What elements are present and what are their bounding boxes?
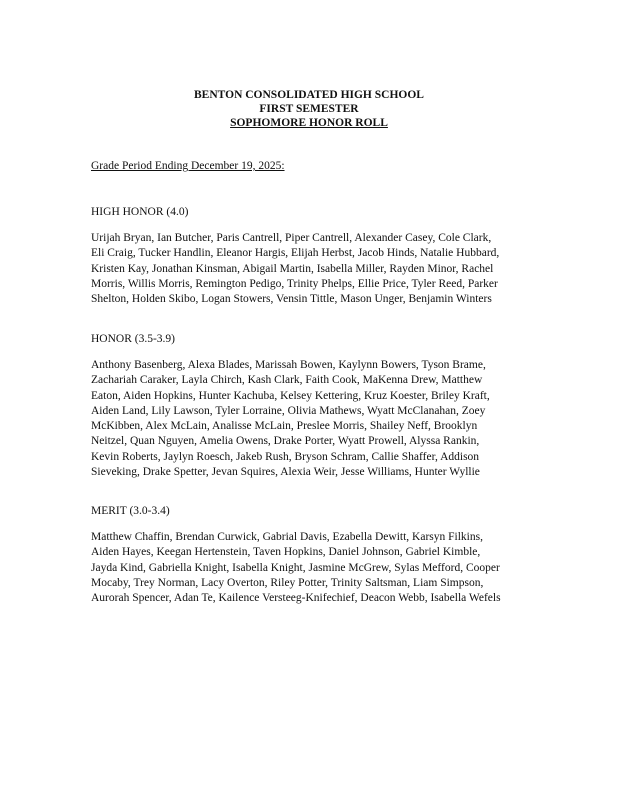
name-line: Eli Craig, Tucker Handlin, Eleanor Hargis, Elijah Herbst, Jacob Hinds, Natalie Hubbard, (91, 247, 500, 260)
name-line: Anthony Basenberg, Alexa Blades, Marissah Bowen, Kaylynn Bowers, Tyson Brame, (91, 359, 486, 371)
school-name: BENTON CONSOLIDATED HIGH SCHOOL (194, 89, 424, 101)
name-line: Matthew Chaffin, Brendan Curwick, Gabrial Davis, Ezabella Dewitt, Karsyn Filkins, (91, 531, 483, 543)
honor-names (91, 358, 531, 480)
document-title: SOPHOMORE HONOR ROLL (230, 117, 388, 129)
merit-names (91, 530, 531, 606)
honor-heading: HONOR (3.5-3.9) (91, 333, 176, 345)
name-line: Aiden Hayes, Keegan Hertenstein, Taven Hopkins, Daniel Johnson, Gabriel Kimble, (91, 546, 481, 559)
document-header (0, 88, 618, 130)
name-line: Sieveking, Drake Spetter, Jevan Squires, Alexia Weir, Jesse Williams, Hunter Wyllie (91, 466, 480, 479)
grade-period: Grade Period Ending December 19, 2025: (91, 160, 285, 172)
name-line: Zachariah Caraker, Layla Chirch, Kash Clark, Faith Cook, MaKenna Drew, Matthew (91, 374, 483, 387)
high-honor-heading: HIGH HONOR (4.0) (91, 206, 189, 218)
semester-label: FIRST SEMESTER (259, 103, 359, 115)
name-line: Eaton, Aiden Hopkins, Hunter Kachuba, Kelsey Kettering, Kruz Koester, Briley Kraft, (91, 389, 490, 402)
name-line: Neitzel, Quan Nguyen, Amelia Owens, Drake Porter, Wyatt Prowell, Alyssa Rankin, (91, 435, 480, 448)
name-line: Aurorah Spencer, Adan Te, Kailence Versteeg-Knifechief, Deacon Webb, Isabella Wefels (91, 592, 501, 605)
name-line: McKibben, Alex McLain, Analisse McLain, Preslee Morris, Shailey Neff, Brooklyn (91, 420, 478, 433)
merit-heading: MERIT (3.0-3.4) (91, 505, 170, 517)
name-line: Urijah Bryan, Ian Butcher, Paris Cantrell, Piper Cantrell, Alexander Casey, Cole Clark, (91, 232, 492, 244)
name-line: Mocaby, Trey Norman, Lacy Overton, Riley Potter, Trinity Saltsman, Liam Simpson, (91, 576, 484, 589)
high-honor-names (91, 231, 531, 307)
name-line: Kevin Roberts, Jaylyn Roesch, Jakeb Rush, Bryson Schram, Callie Shaffer, Addison (91, 450, 480, 463)
name-line: Morris, Willis Morris, Remington Pedigo, Trinity Phelps, Ellie Price, Tyler Reed, Parker (91, 277, 498, 290)
name-line: Jayda Kind, Gabriella Knight, Isabella Knight, Jasmine McGrew, Sylas Mefford, Cooper (91, 561, 500, 574)
name-line: Shelton, Holden Skibo, Logan Stowers, Vensin Tittle, Mason Unger, Benjamin Winters (91, 293, 492, 306)
name-line: Kristen Kay, Jonathan Kinsman, Abigail Martin, Isabella Miller, Rayden Minor, Rachel (91, 262, 494, 275)
name-line: Aiden Land, Lily Lawson, Tyler Lorraine, Olivia Mathews, Wyatt McClanahan, Zoey (91, 404, 486, 417)
